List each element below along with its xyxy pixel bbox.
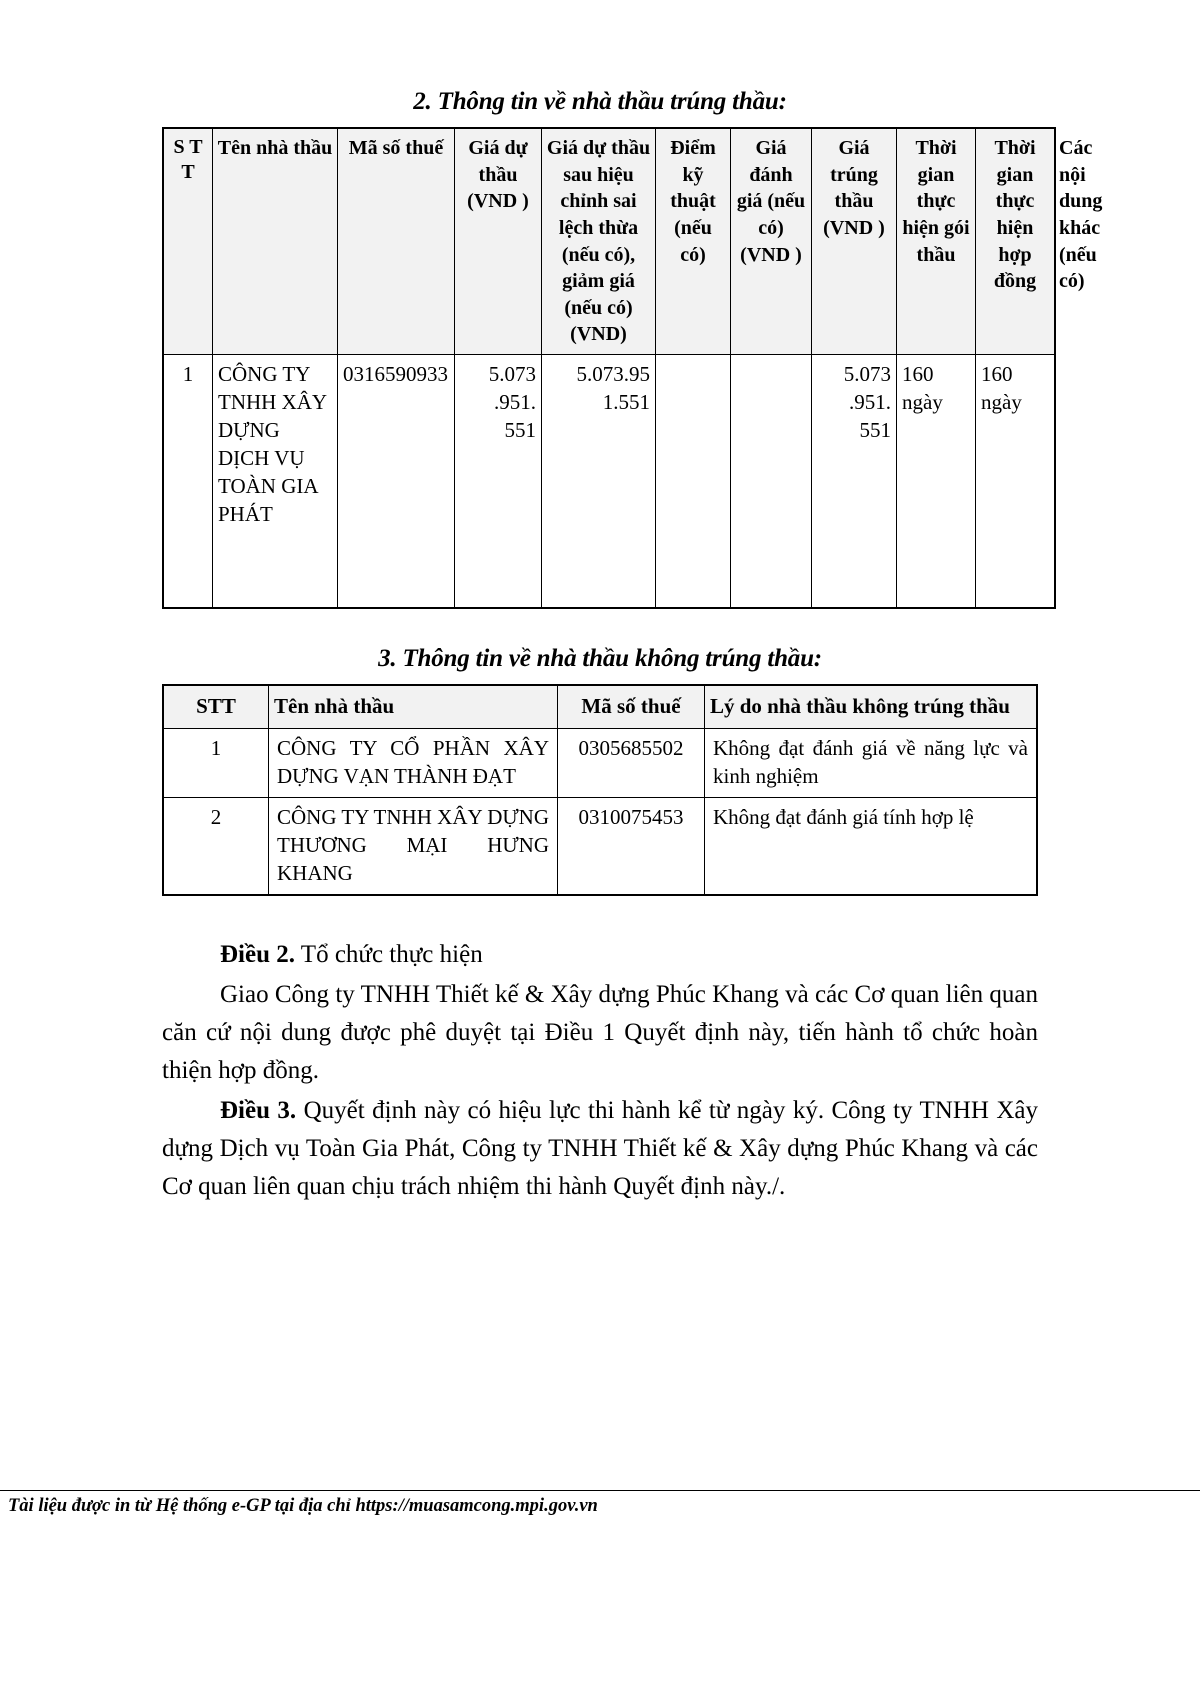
table-row <box>163 355 1055 609</box>
cell-bidder-name: CÔNG TY CỔ PHẦN XÂY DỰNG VẠN THÀNH ĐẠT <box>269 729 558 798</box>
cell-contract-duration: 160 ngày <box>976 355 1055 609</box>
cell-evaluated-price <box>731 355 812 609</box>
article-2-title: Tổ chức thực hiện <box>295 940 483 968</box>
cell-package-duration: 160 ngày <box>897 355 976 609</box>
col-header-bid-price: Giá dự thầu (VND ) <box>455 128 542 354</box>
cell-stt: 1 <box>163 729 269 798</box>
footer-divider <box>0 1490 1200 1491</box>
cell-winning-price: 5.073 .951. 551 <box>812 355 897 609</box>
cell-tax-code: 0316590933 <box>338 355 455 609</box>
table-row <box>163 798 1037 895</box>
document-content <box>162 86 1103 1206</box>
cell-bidder-name: CÔNG TY TNHH XÂY DỰNG THƯƠNG MẠI HƯNG KHANG <box>269 798 558 895</box>
col-header-bidder-name: Tên nhà thầu <box>213 128 338 354</box>
section-2-heading: 2. Thông tin về nhà thầu trúng thầu: <box>413 88 787 115</box>
section-3-block <box>162 643 1038 896</box>
col-header-evaluated-price: Giá đánh giá (nếu có) (VND ) <box>731 128 812 354</box>
losing-bidder-table-body <box>163 729 1037 895</box>
col-header-stt: S T T <box>163 128 213 354</box>
winning-bidder-table <box>162 127 1103 609</box>
table-header-row: S T T Tên nhà thầu Mã số thuế Giá dự thầu (VND ) Giá dự thầu sau hiệu chỉnh sai lệch thừa (nếu có), giảm giá (nếu có) (VND) Điểm kỹ thuật (nếu có) Giá đánh giá (nếu có) (VND ) Giá trúng thầu (VND ) Thời gian thực hiện gói thầu Thời gian thực hiện hợp đồng Các nội dung khác (nếu có) <box>163 128 1055 354</box>
cell-reason: Không đạt đánh giá về năng lực và kinh nghiệm <box>705 729 1038 798</box>
col-header-bidder-name: Tên nhà thầu <box>269 685 558 728</box>
article-2-body: Giao Công ty TNHH Thiết kế & Xây dựng Phúc Khang và các Cơ quan liên quan căn cứ nội dung được phê duyệt tại Điều 1 Quyết định này, tiến hành tổ chức hoàn thiện hợp đồng. <box>162 980 1038 1084</box>
articles-block <box>162 936 1038 1206</box>
winning-bidder-table-head <box>163 128 1103 354</box>
cell-technical-score <box>656 355 731 609</box>
col-header-reason: Lý do nhà thầu không trúng thầu <box>705 685 1038 728</box>
col-header-package-duration: Thời gian thực hiện gói thầu <box>897 128 976 354</box>
col-header-corrected-bid: Giá dự thầu sau hiệu chỉnh sai lệch thừa (nếu có), giảm giá (nếu có) (VND) <box>542 128 656 354</box>
cell-tax-code: 0310075453 <box>558 798 705 895</box>
winning-bidder-table-body <box>163 355 1055 609</box>
article-2-title-paragraph <box>162 936 1038 974</box>
cell-reason: Không đạt đánh giá tính hợp lệ <box>705 798 1038 895</box>
section-3-heading: 3. Thông tin về nhà thầu không trúng thầu: <box>378 645 822 672</box>
cell-tax-code: 0305685502 <box>558 729 705 798</box>
losing-bidder-table <box>162 684 1038 896</box>
cell-corrected-bid: 5.073.95 1.551 <box>542 355 656 609</box>
article-3-body: Quyết định này có hiệu lực thi hành kể từ ngày ký. Công ty TNHH Xây dựng Dịch vụ Toàn Gia Phát, Công ty TNHH Thiết kế & Xây dựng Phúc Khang và các Cơ quan liên quan chịu trách nhiệm thi hành Quyết định này./. <box>162 1096 1039 1200</box>
losing-bidder-table-head <box>163 685 1037 728</box>
cell-stt: 1 <box>163 355 213 609</box>
footer-source-note: Tài liệu được in từ Hệ thống e-GP tại địa chỉ https://muasamcong.mpi.gov.vn <box>8 1496 598 1516</box>
table-row <box>163 729 1037 798</box>
col-header-winning-price: Giá trúng thầu (VND ) <box>812 128 897 354</box>
col-header-tax-code: Mã số thuế <box>558 685 705 728</box>
col-header-contract-duration: Thời gian thực hiện hợp đồng <box>976 128 1055 354</box>
article-3-label: Điều 3. <box>220 1096 297 1124</box>
article-3-paragraph <box>162 1092 1038 1206</box>
cell-bid-price: 5.073 .951. 551 <box>455 355 542 609</box>
table-header-row <box>163 685 1037 728</box>
col-header-tax-code: Mã số thuế <box>338 128 455 354</box>
cell-stt: 2 <box>163 798 269 895</box>
col-header-technical-score: Điểm kỹ thuật (nếu có) <box>656 128 731 354</box>
col-header-stt: STT <box>163 685 269 728</box>
article-2-label: Điều 2. <box>220 940 295 968</box>
cell-bidder-name: CÔNG TY TNHH XÂY DỰNG DỊCH VỤ TOÀN GIA PHÁT <box>213 355 338 609</box>
